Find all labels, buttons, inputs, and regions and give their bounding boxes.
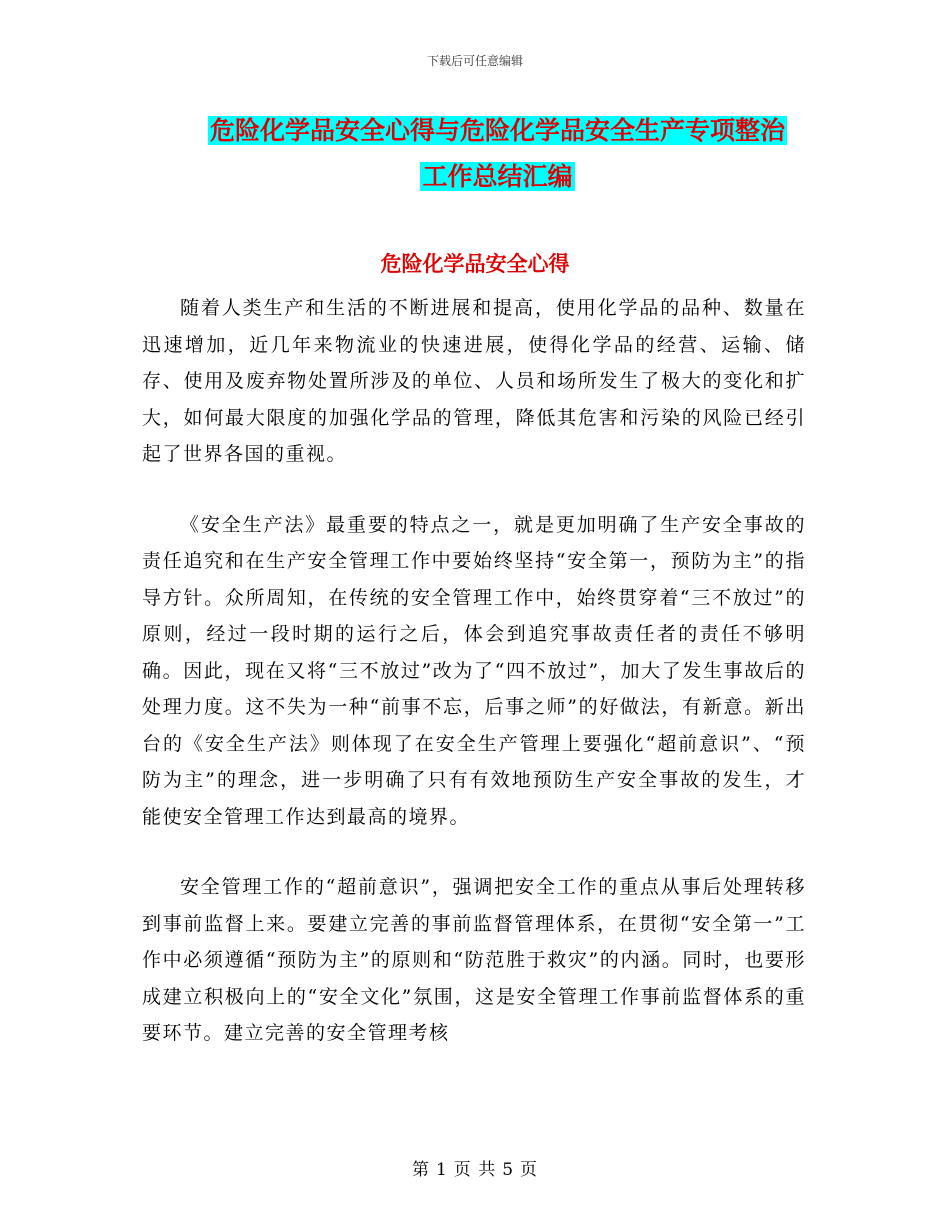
section-title: 危险化学品安全心得 — [380, 252, 570, 276]
page-total: 5 — [502, 1160, 515, 1180]
page-suffix: 页 — [520, 1160, 539, 1180]
paragraph-2: 《安全生产法》最重要的特点之一，就是更加明确了生产安全事故的责任追究和在生产安全管理工作中要始终坚持“安全第一，预防为主”的指导方针。众所周知，在传统的安全管理工作中，始终贯穿着“三不放过”的原则，经过一段时期的运行之后，体会到追究事故责任者的责任不够明确。因此，现在又将“三不放过”改为了“四不放过”，加大了发生事故后的处理力度。这不失为一种“前事不忘，后事之师”的好做法，有新意。新出台的《安全生产法》则体现了在安全生产管理上要强化“超前意识”、“预防为主”的理念，进一步明确了只有有效地预防生产安全事故的发生，才能使安全管理工作达到最高的境界。 — [142, 513, 806, 828]
paragraph-1: 随着人类生产和生活的不断进展和提高，使用化学品的品种、数量在迅速增加，近几年来物流业的快速进展，使得化学品的经营、运输、储存、使用及废弃物处置所涉及的单位、人员和场所发生了极大的变化和扩大，如何最大限度的加强化学品的管理，降低其危害和污染的风险已经引起了世界各国的重视。 — [142, 297, 806, 465]
page-middle: 页 共 — [453, 1160, 497, 1180]
document-body — [142, 290, 806, 1052]
header-note: 下载后可任意编辑 — [426, 54, 523, 68]
page-prefix: 第 — [411, 1160, 430, 1180]
page-current: 1 — [435, 1160, 448, 1180]
page-number-footer — [0, 1155, 950, 1180]
document-title-line-2: 工作总结汇编 — [422, 162, 573, 191]
paragraph-3: 安全管理工作的“超前意识”，强调把安全工作的重点从事后处理转移到事前监督上来。要建立完善的事前监督管理体系，在贯彻“安全第一”工作中必须遵循“预防为主”的原则和“防范胜于救灾”的内涵。同时，也要形成建立积极向上的“安全文化”氛围，这是安全管理工作事前监督体系的重要环节。建立完善的安全管理考核 — [142, 876, 806, 1044]
document-title — [140, 108, 855, 200]
document-title-line-1: 危险化学品安全心得与危险化学品安全生产专项整治 — [209, 116, 785, 145]
